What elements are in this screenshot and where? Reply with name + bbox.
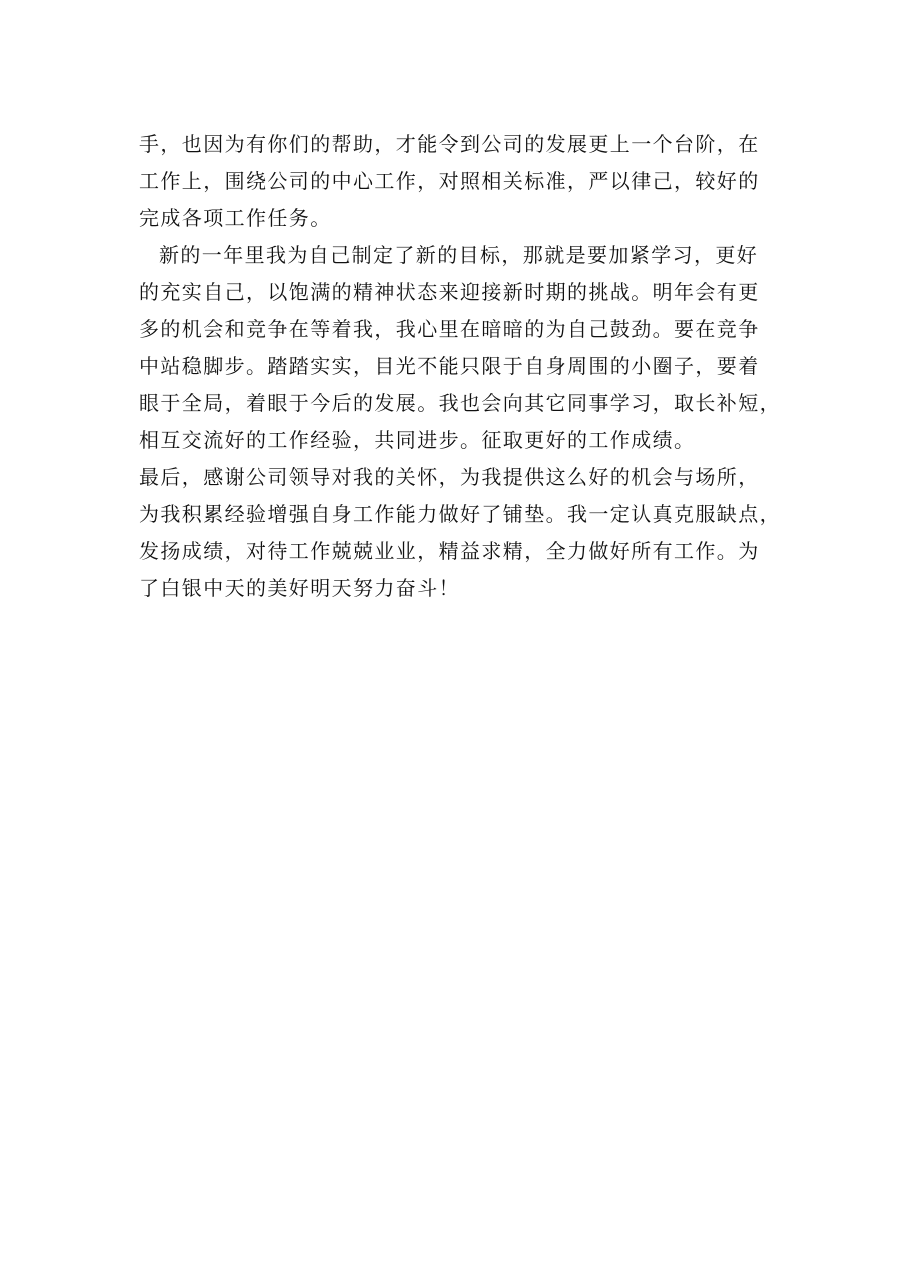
text-line: 完成各项工作任务。	[139, 206, 332, 230]
text-line: 中站稳脚步。踏踏实实，目光不能只限于自身周围的小圈子，要着	[139, 354, 760, 378]
paragraph-closing-thanks	[139, 459, 779, 607]
text-line: 了白银中天的美好明天努力奋斗！	[139, 576, 460, 600]
document-body	[139, 126, 779, 607]
text-line: 最后，感谢公司领导对我的关怀，为我提供这么好的机会与场所，	[139, 465, 760, 489]
text-line: 工作上，围绕公司的中心工作，对照相关标准，严以律己，较好的	[139, 169, 760, 193]
text-line: 眼于全局，着眼于今后的发展。我也会向其它同事学习，取长补短，	[139, 391, 781, 415]
text-line: 新的一年里我为自己制定了新的目标，那就是要加紧学习，更好	[159, 243, 759, 267]
text-line: 的充实自己，以饱满的精神状态来迎接新时期的挑战。明年会有更	[139, 280, 760, 304]
paragraph-new-year-goals	[139, 237, 779, 459]
text-line: 相互交流好的工作经验，共同进步。征取更好的工作成绩。	[139, 428, 696, 452]
text-line: 多的机会和竞争在等着我，我心里在暗暗的为自己鼓劲。要在竞争	[139, 317, 760, 341]
text-line: 手，也因为有你们的帮助，才能令到公司的发展更上一个台阶，在	[139, 132, 760, 156]
text-line: 为我积累经验增强自身工作能力做好了铺垫。我一定认真克服缺点，	[139, 502, 781, 526]
paragraph-continuation	[139, 126, 779, 237]
text-line: 发扬成绩，对待工作兢兢业业，精益求精，全力做好所有工作。为	[139, 539, 760, 563]
